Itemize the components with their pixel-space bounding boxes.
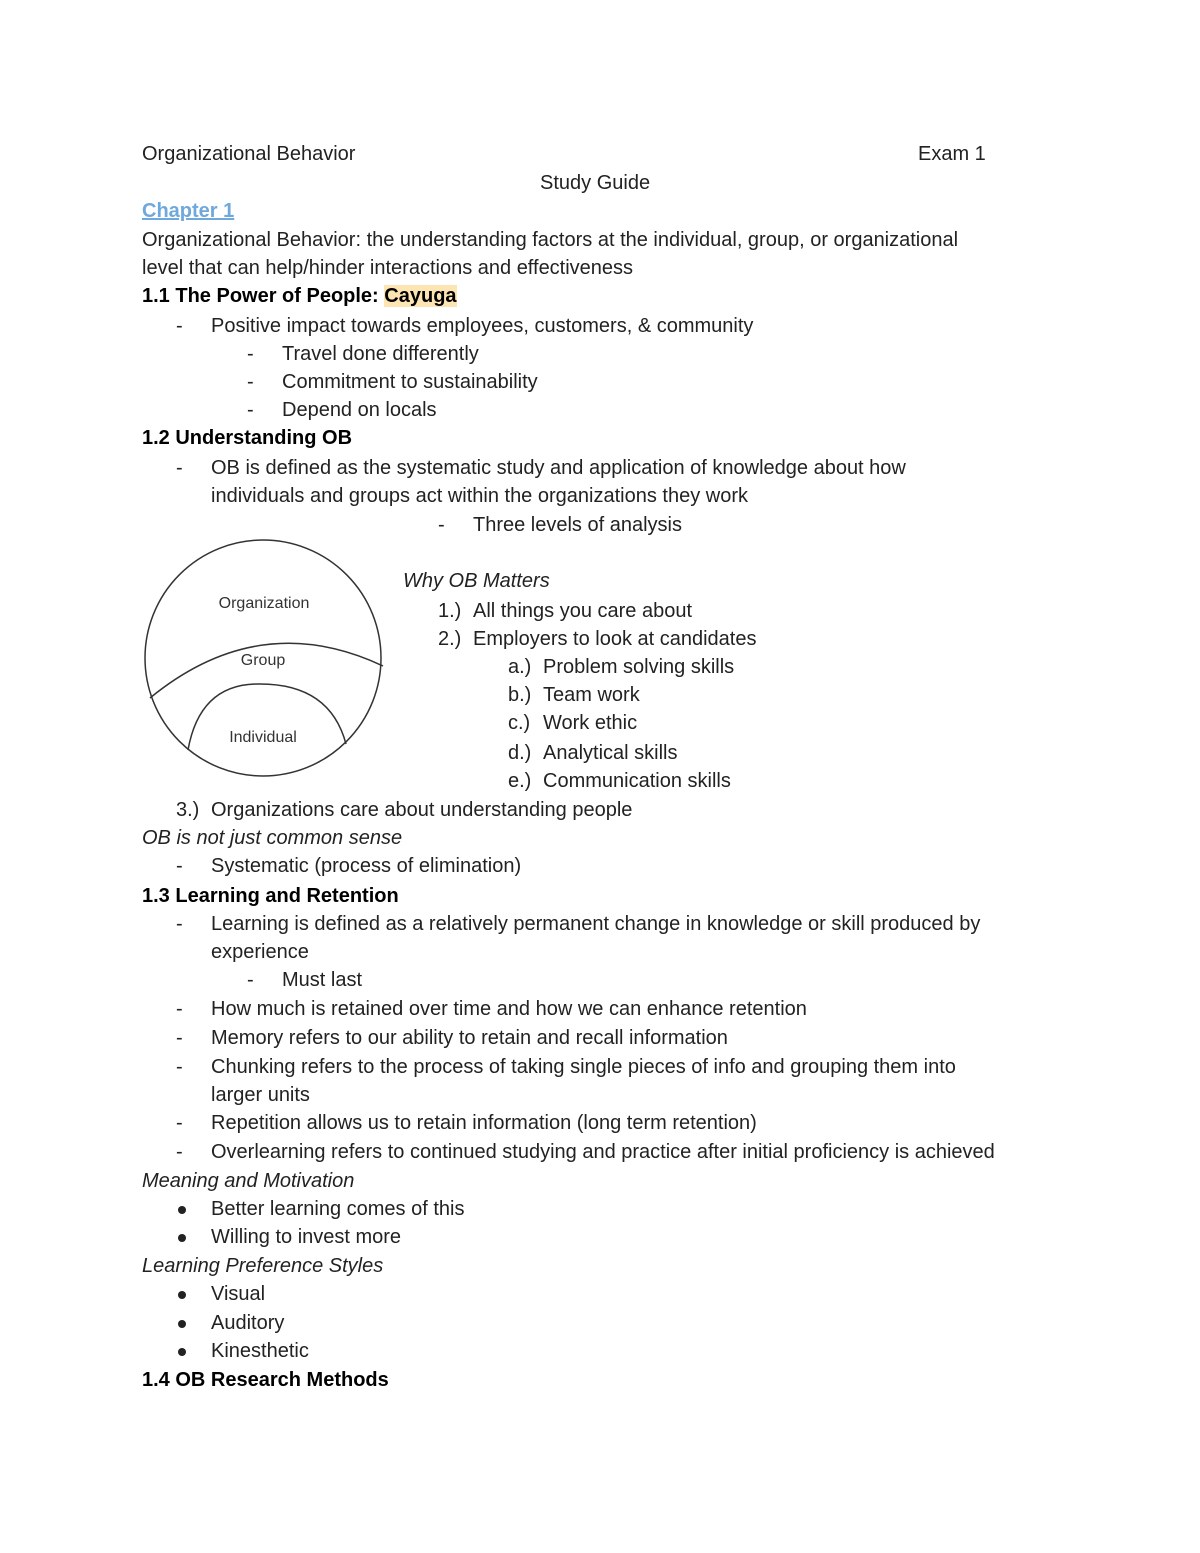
doc-subtitle: Study Guide: [540, 172, 651, 194]
list-item: Team work: [543, 684, 640, 706]
section-1-1-title: 1.1 The Power of People:: [142, 285, 385, 307]
definition-line-1: Organizational Behavior: the understanding factors at the individual, group, or organizational: [142, 229, 959, 251]
chapter-heading[interactable]: Chapter 1: [142, 200, 235, 222]
list-item: Kinesthetic: [211, 1340, 309, 1362]
list-item: Auditory: [211, 1312, 285, 1334]
list-item: Communication skills: [543, 770, 731, 792]
dash-marker: -: [176, 1112, 183, 1134]
dash-marker: -: [176, 1141, 183, 1163]
why-ob-matters-title: Why OB Matters: [403, 570, 550, 592]
list-item: Organizations care about understanding people: [211, 799, 633, 821]
list-item: Depend on locals: [282, 399, 437, 421]
list-item-continued: individuals and groups act within the organizations they work: [211, 485, 748, 507]
list-item-continued: larger units: [211, 1084, 310, 1106]
list-item: Overlearning refers to continued studying and practice after initial proficiency is achieved: [211, 1141, 995, 1163]
list-item: All things you care about: [473, 600, 693, 622]
list-item: OB is defined as the systematic study and application of knowledge about how: [211, 457, 906, 479]
list-letter: b.): [508, 684, 532, 706]
list-item: Chunking refers to the process of taking single pieces of info and grouping them into: [211, 1056, 956, 1078]
bullet-dot: [178, 1348, 186, 1356]
section-1-1-heading: [142, 282, 457, 310]
dash-marker: -: [247, 399, 254, 421]
section-1-2-heading: 1.2 Understanding OB: [142, 427, 353, 449]
meaning-motivation-title: Meaning and Motivation: [142, 1170, 355, 1192]
list-item: Commitment to sustainability: [282, 371, 538, 393]
list-item-continued: experience: [211, 941, 309, 963]
list-item: How much is retained over time and how we can enhance retention: [211, 998, 807, 1020]
bullet-dot: [178, 1291, 186, 1299]
list-number: 2.): [438, 628, 462, 650]
diagram-label-group: Group: [240, 652, 286, 669]
dash-marker: -: [176, 315, 183, 337]
list-item: Positive impact towards employees, customers, & community: [211, 315, 754, 337]
dash-marker: -: [176, 1027, 183, 1049]
doc-title-left: Organizational Behavior: [142, 143, 356, 165]
list-item: Memory refers to our ability to retain and recall information: [211, 1027, 728, 1049]
bullet-dot: [178, 1234, 186, 1242]
common-sense-title: OB is not just common sense: [142, 827, 403, 849]
list-item: Systematic (process of elimination): [211, 855, 522, 877]
diagram-label-organization: Organization: [218, 595, 310, 612]
list-item: Analytical skills: [543, 742, 678, 764]
dash-marker: -: [247, 371, 254, 393]
dash-marker: -: [247, 343, 254, 365]
dash-marker: -: [176, 855, 183, 877]
list-item: Employers to look at candidates: [473, 628, 757, 650]
list-item: Must last: [282, 969, 363, 991]
list-item: Problem solving skills: [543, 656, 735, 678]
dash-marker: -: [176, 913, 183, 935]
diagram-label-individual: Individual: [229, 729, 297, 746]
doc-title-right: Exam 1: [918, 143, 986, 165]
section-1-3-heading: 1.3 Learning and Retention: [142, 885, 399, 907]
learning-styles-title: Learning Preference Styles: [142, 1255, 384, 1277]
list-item: Travel done differently: [282, 343, 479, 365]
bullet-dot: [178, 1206, 186, 1214]
list-item: Willing to invest more: [211, 1226, 402, 1248]
list-item: Work ethic: [543, 712, 638, 734]
section-1-4-heading: 1.4 OB Research Methods: [142, 1369, 389, 1391]
list-number: 1.): [438, 600, 462, 622]
list-letter: e.): [508, 770, 532, 792]
bullet-dot: [178, 1320, 186, 1328]
list-letter: d.): [508, 742, 532, 764]
list-letter: c.): [508, 712, 531, 734]
list-item: Repetition allows us to retain information (long term retention): [211, 1112, 757, 1134]
dash-marker: -: [176, 998, 183, 1020]
dash-marker: -: [176, 457, 183, 479]
list-item: Learning is defined as a relatively permanent change in knowledge or skill produced by: [211, 913, 981, 935]
dash-marker: -: [438, 514, 445, 536]
list-number: 3.): [176, 799, 200, 821]
list-item: Three levels of analysis: [473, 514, 682, 536]
dash-marker: -: [176, 1056, 183, 1078]
list-item: Better learning comes of this: [211, 1198, 465, 1220]
list-item: Visual: [211, 1283, 266, 1305]
definition-line-2: level that can help/hinder interactions and effectiveness: [142, 257, 634, 279]
levels-of-analysis-diagram: [140, 538, 390, 783]
dash-marker: -: [247, 969, 254, 991]
list-letter: a.): [508, 656, 532, 678]
highlight-cayuga: Cayuga: [384, 285, 457, 307]
